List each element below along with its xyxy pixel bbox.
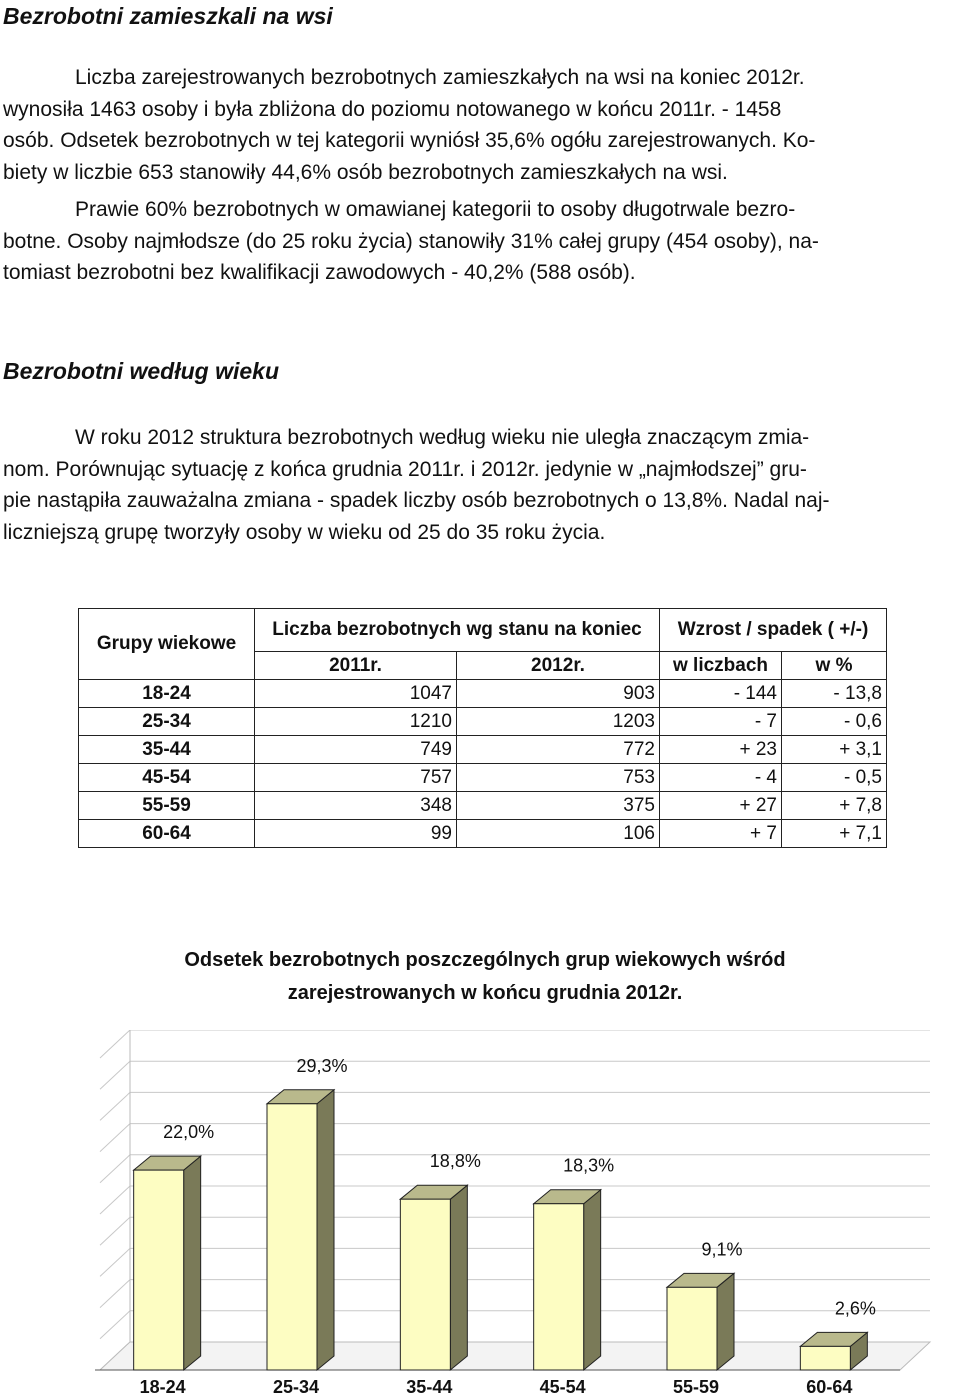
count-2012-cell: 772 — [457, 736, 660, 764]
section-heading-age: Bezrobotni według wieku — [3, 358, 280, 384]
count-2012-cell: 753 — [457, 764, 660, 792]
gridline-side — [100, 1217, 130, 1245]
gridline-side — [100, 1311, 130, 1339]
gridline-side — [100, 1030, 130, 1058]
age-structure-table — [78, 608, 887, 848]
count-2011-cell: 757 — [255, 764, 457, 792]
count-2012-cell: 375 — [457, 792, 660, 820]
gridline-side — [100, 1155, 130, 1183]
data-label: 18,3% — [563, 1155, 615, 1176]
text-line: W roku 2012 struktura bezrobotnych według wieku nie uległa znaczącym zmia- — [75, 426, 810, 449]
category-label: 45-54 — [539, 1377, 586, 1397]
table-row — [79, 792, 887, 820]
paragraph-age — [3, 422, 953, 548]
diff-cell: - 4 — [660, 764, 782, 792]
age-group-cell: 18-24 — [79, 680, 255, 708]
text-line: pie nastąpiła zauważalna zmiana - spadek liczby osób bezrobotnych o 13,8%. Nadal naj- — [3, 489, 830, 512]
count-2011-cell: 99 — [255, 820, 457, 848]
paragraph-rural-1 — [3, 62, 953, 188]
count-2011-cell: 1047 — [255, 680, 457, 708]
chart-title-line: Odsetek bezrobotnych poszczególnych grup wiekowych wśród — [184, 949, 786, 971]
chart-title-line: zarejestrowanych w końcu grudnia 2012r. — [287, 982, 683, 1004]
data-label: 22,0% — [163, 1122, 215, 1143]
bar-side — [184, 1156, 201, 1370]
chart-title — [100, 944, 870, 1010]
count-2011-cell: 348 — [255, 792, 457, 820]
bar-side — [717, 1273, 734, 1370]
bar-side — [584, 1190, 601, 1370]
diff-cell: - 7 — [660, 708, 782, 736]
text-line: biety w liczbie 653 stanowiły 44,6% osób bezrobotnych zamieszkałych na wsi. — [3, 160, 728, 184]
age-group-bar-chart — [0, 1030, 960, 1399]
count-2012-cell: 106 — [457, 820, 660, 848]
data-label: 9,1% — [701, 1239, 743, 1260]
count-2011-cell: 749 — [255, 736, 457, 764]
bar-side — [450, 1185, 467, 1370]
table-subheader-pct: w % — [782, 652, 887, 680]
bar — [534, 1204, 584, 1370]
pct-cell: - 13,8 — [782, 680, 887, 708]
age-group-cell: 25-34 — [79, 708, 255, 736]
bar — [667, 1287, 717, 1370]
category-label: 35-44 — [406, 1377, 453, 1397]
pct-cell: + 7,8 — [782, 792, 887, 820]
text-line: nom. Porównując sytuację z końca grudnia 2011r. i 2012r. jedynie w „najmłodszej” gru- — [3, 457, 807, 481]
text-line: botne. Osoby najmłodsze (do 25 roku życia) stanowiły 31% całej grupy (454 osoby), na- — [3, 229, 819, 253]
diff-cell: + 7 — [660, 820, 782, 848]
diff-cell: + 23 — [660, 736, 782, 764]
gridline-side — [100, 1248, 130, 1276]
age-group-cell: 35-44 — [79, 736, 255, 764]
count-2012-cell: 1203 — [457, 708, 660, 736]
table-subheader-count: w liczbach — [660, 652, 782, 680]
table-row — [79, 708, 887, 736]
pct-cell: + 7,1 — [782, 820, 887, 848]
table-subheader-2011: 2011r. — [255, 652, 457, 680]
table-header-count: Liczba bezrobotnych wg stanu na koniec — [255, 609, 660, 652]
table-row — [79, 820, 887, 848]
pct-cell: + 3,1 — [782, 736, 887, 764]
text-line: Liczba zarejestrowanych bezrobotnych zamieszkałych na wsi na koniec 2012r. — [75, 66, 805, 89]
text-line: tomiast bezrobotni bez kwalifikacji zawodowych - 40,2% (588 osób). — [3, 261, 636, 284]
age-group-cell: 45-54 — [79, 764, 255, 792]
section-heading-rural: Bezrobotni zamieszkali na wsi — [3, 3, 333, 29]
count-2012-cell: 903 — [457, 680, 660, 708]
count-2011-cell: 1210 — [255, 708, 457, 736]
text-line: liczniejszą grupę tworzyły osoby w wieku od 25 do 35 roku życia. — [3, 520, 606, 544]
age-group-cell: 60-64 — [79, 820, 255, 848]
diff-cell: + 27 — [660, 792, 782, 820]
bar — [267, 1104, 317, 1370]
bar-side — [317, 1090, 334, 1370]
category-label: 55-59 — [672, 1377, 720, 1397]
data-label: 29,3% — [296, 1055, 348, 1076]
age-group-cell: 55-59 — [79, 792, 255, 820]
gridline-side — [100, 1186, 130, 1214]
data-label: 18,8% — [429, 1151, 481, 1172]
pct-cell: - 0,5 — [782, 764, 887, 792]
gridline-side — [100, 1092, 130, 1120]
category-label: 18-24 — [139, 1377, 186, 1397]
gridline-side — [100, 1280, 130, 1308]
bar — [800, 1346, 850, 1370]
bar — [400, 1199, 450, 1370]
paragraph-rural-2 — [3, 194, 953, 289]
table-row — [79, 736, 887, 764]
text-line: Prawie 60% bezrobotnych w omawianej kategorii to osoby długotrwale bezro- — [75, 198, 796, 221]
table-header-group: Grupy wiekowe — [79, 609, 255, 680]
pct-cell: - 0,6 — [782, 708, 887, 736]
text-line: osób. Odsetek bezrobotnych w tej kategorii wyniósł 35,6% ogółu zarejestrowanych. Ko- — [3, 129, 816, 152]
table-row — [79, 764, 887, 792]
category-label: 60-64 — [806, 1377, 853, 1397]
gridline-side — [100, 1061, 130, 1089]
gridline-side — [100, 1124, 130, 1152]
data-label: 2,6% — [834, 1298, 876, 1319]
table-subheader-2012: 2012r. — [457, 652, 660, 680]
diff-cell: - 144 — [660, 680, 782, 708]
category-label: 25-34 — [272, 1377, 320, 1397]
bar — [134, 1170, 184, 1370]
table-header-change: Wzrost / spadek ( +/-) — [660, 609, 887, 652]
text-line: wynosiła 1463 osoby i była zbliżona do poziomu notowanego w końcu 2011r. - 1458 — [3, 97, 782, 121]
table-row — [79, 680, 887, 708]
